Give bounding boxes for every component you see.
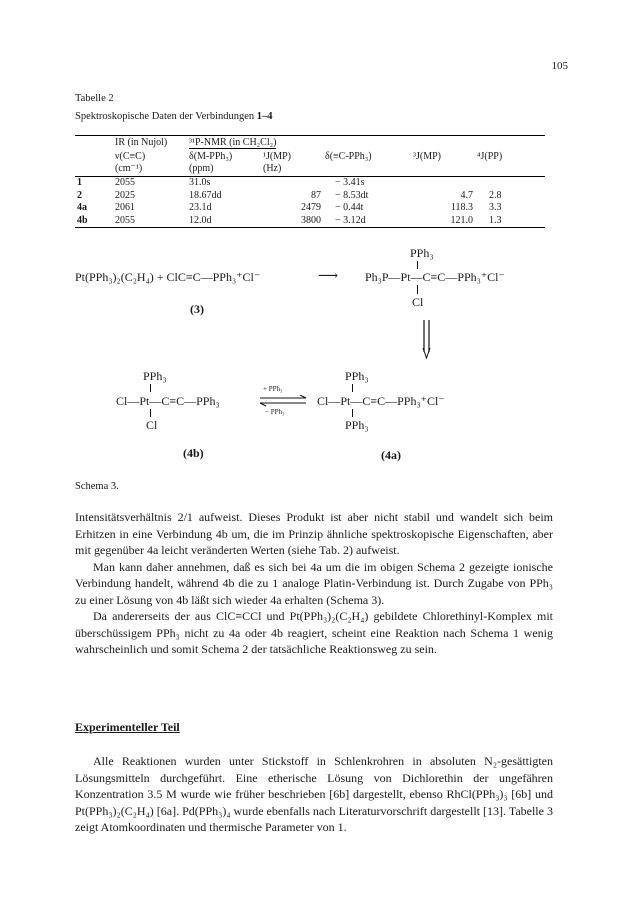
equilibrium-down-arrow [421,318,435,360]
cell-d1: 12.0d [187,215,261,228]
cell-j4: 3.3 [489,202,502,213]
col-d1-b: (ppm) [189,163,214,174]
cell-d1: 23.1d [189,202,212,213]
c4b-bond-down [150,409,151,417]
cell-j4: 2.8 [489,189,502,201]
cell-ir: 2055 [113,215,187,228]
c4a-label: (4a) [381,448,401,462]
cell-ir: 2055 [115,177,135,188]
cell-d2: − 0.44t [335,202,364,213]
equilibrium-arrows [258,395,310,407]
cell-id: 4a [77,202,87,213]
scheme-reactant: Pt(PPh₃)₂(C₂H₄) + ClC≡C—PPh₃⁺Cl⁻ [75,270,261,284]
page-number: 105 [551,60,568,72]
table-label: Tabelle 2 [75,93,114,104]
table-row [75,190,545,203]
c4a-bottom-ligand: PPh₃ [345,418,369,432]
c4a-top-ligand: PPh₃ [345,369,369,383]
paragraph-4: Alle Reaktionen wurden unter Stickstoff in Schlenkrohren in absoluten N₂-gesättigten Lösungsmitteln durchgeführt. Eine etherische Lösung von Dichlorethin der ungefähren Konzentration 3.5 M wurde wie früher beschrieben [6b] dargestellt, ebenso RhCl(PPh₃)₃ [6b] und Pt(PPh₃)₂(C₂H₄) [6a]. Pd(PPh₃)₄ wurde ebenfalls nach Literaturvorschrift dargestellt [13]. Tabelle 3 zeigt Atomkoordinaten und thermische Parameter von 1. [75,754,553,834]
col-ir-group: IR (in Nujol) [113,136,187,151]
col-ir-sub1: ν(C≡C) [115,151,146,162]
c4b-label: (4b) [183,446,204,460]
paragraph-2: Man kann daher annehmen, daß es sich bei 4a um die im obigen Schema 2 gezeigte ionische Verbindung handelt, während 4b die zu 1 analoge Platin-Verbindung ist. Durch Zugabe von PPh₃ zu einer Lösung von 4b läßt sich wieder 4a erhalten (Schema 3). [75,559,553,607]
cell-j1: 2479 [301,202,321,213]
table-caption [75,111,273,122]
col-nmr-group: ³¹P-NMR (in CH₂Cl₂) [189,137,277,148]
c4a-main: Cl—Pt—C≡C—PPh₃⁺Cl⁻ [317,394,445,408]
c4b-top-ligand: PPh₃ [143,369,167,383]
table-row [75,215,545,228]
cell-j3: 118.3 [450,202,473,213]
scheme-caption: Schema 3. [75,481,119,492]
table-caption-range: 1–4 [256,111,273,122]
table-caption-text: Spektroskopische Daten der Verbindungen [75,111,257,122]
cell-d1: 31.0s [189,177,211,188]
product-top-ligand: PPh₃ [410,246,434,260]
table-row [75,202,545,215]
scheme-reactant-label: (3) [190,302,204,316]
cell-j3: 121.0 [411,215,475,228]
equilibrium-plus: + PPh₃ [263,385,283,393]
cell-d2: − 3.12d [323,215,411,228]
col-j3: ³J(MP) [411,150,475,177]
col-d2: δ(≡C-PPh₃) [323,150,411,177]
product-bottom-ligand: Cl [412,295,424,309]
col-ir-sub2: (cm⁻¹) [115,163,143,174]
c4b-bottom-ligand: Cl [146,418,158,432]
cell-j4 [475,177,545,190]
cell-j1 [261,177,323,190]
c4b-main: Cl—Pt—C≡C—PPh₃ [116,394,220,408]
cell-d2: − 8.53dt [335,189,369,201]
c4a-bond-up [352,384,353,392]
body-text [75,509,553,658]
experimental-text [75,753,553,836]
table-row [75,177,545,190]
col-j1-b: (Hz) [263,163,282,174]
spectroscopy-table [75,135,545,228]
col-d1-a: δ(M-PPh₃) [189,151,233,162]
cell-j1: 3800 [261,215,323,228]
cell-id: 4b [75,215,113,228]
c4a-bond-down [352,409,353,417]
cell-j1: 87 [311,189,321,201]
product-bond-up [417,261,418,269]
paragraph-1: Intensitätsverhältnis 2/1 aufweist. Dieses Produkt ist aber nicht stabil und wandelt sich beim Erhitzen in eine Verbindung 4b um, die im Prinzip ähnliche spektroskopische Eigenschaften, aber mit gegenüber 4a leicht veränderten Werten (siehe Tab. 2) aufweist. [75,510,553,557]
cell-id: 2 [77,189,82,201]
cell-d1: 18.67dd [189,189,222,201]
cell-d2: − 3.41s [335,177,365,188]
paragraph-3: Da andererseits der aus ClC≡CCl und Pt(PPh₃)₂(C₂H₄) gebildete Chlorethinyl-Komplex mit überschüssigem PPh₃ nicht zu 4a oder 4b reagiert, scheint eine Reaktion nach Schema 1 wenig wahrscheinlich und somit Schema 2 der tatsächliche Reaktionsweg zu sein. [75,609,553,656]
cell-j3 [411,177,475,190]
cell-ir: 2025 [115,189,135,201]
cell-id: 1 [77,177,82,188]
c4b-bond-up [150,384,151,392]
cell-j3: 4.7 [460,189,473,201]
cell-j4: 1.3 [475,215,545,228]
col-j1-a: ¹J(MP) [263,151,292,162]
product-bond-down [417,285,418,294]
equilibrium-minus: − PPh₃ [265,408,285,416]
product-main: Ph₃P—Pt—C≡C—PPh₃⁺Cl⁻ [365,270,505,284]
col-j4: ⁴J(PP) [475,150,545,177]
section-heading: Experimenteller Teil [75,720,180,734]
reaction-arrow: ⟶ [318,269,339,284]
cell-ir: 2061 [115,202,135,213]
